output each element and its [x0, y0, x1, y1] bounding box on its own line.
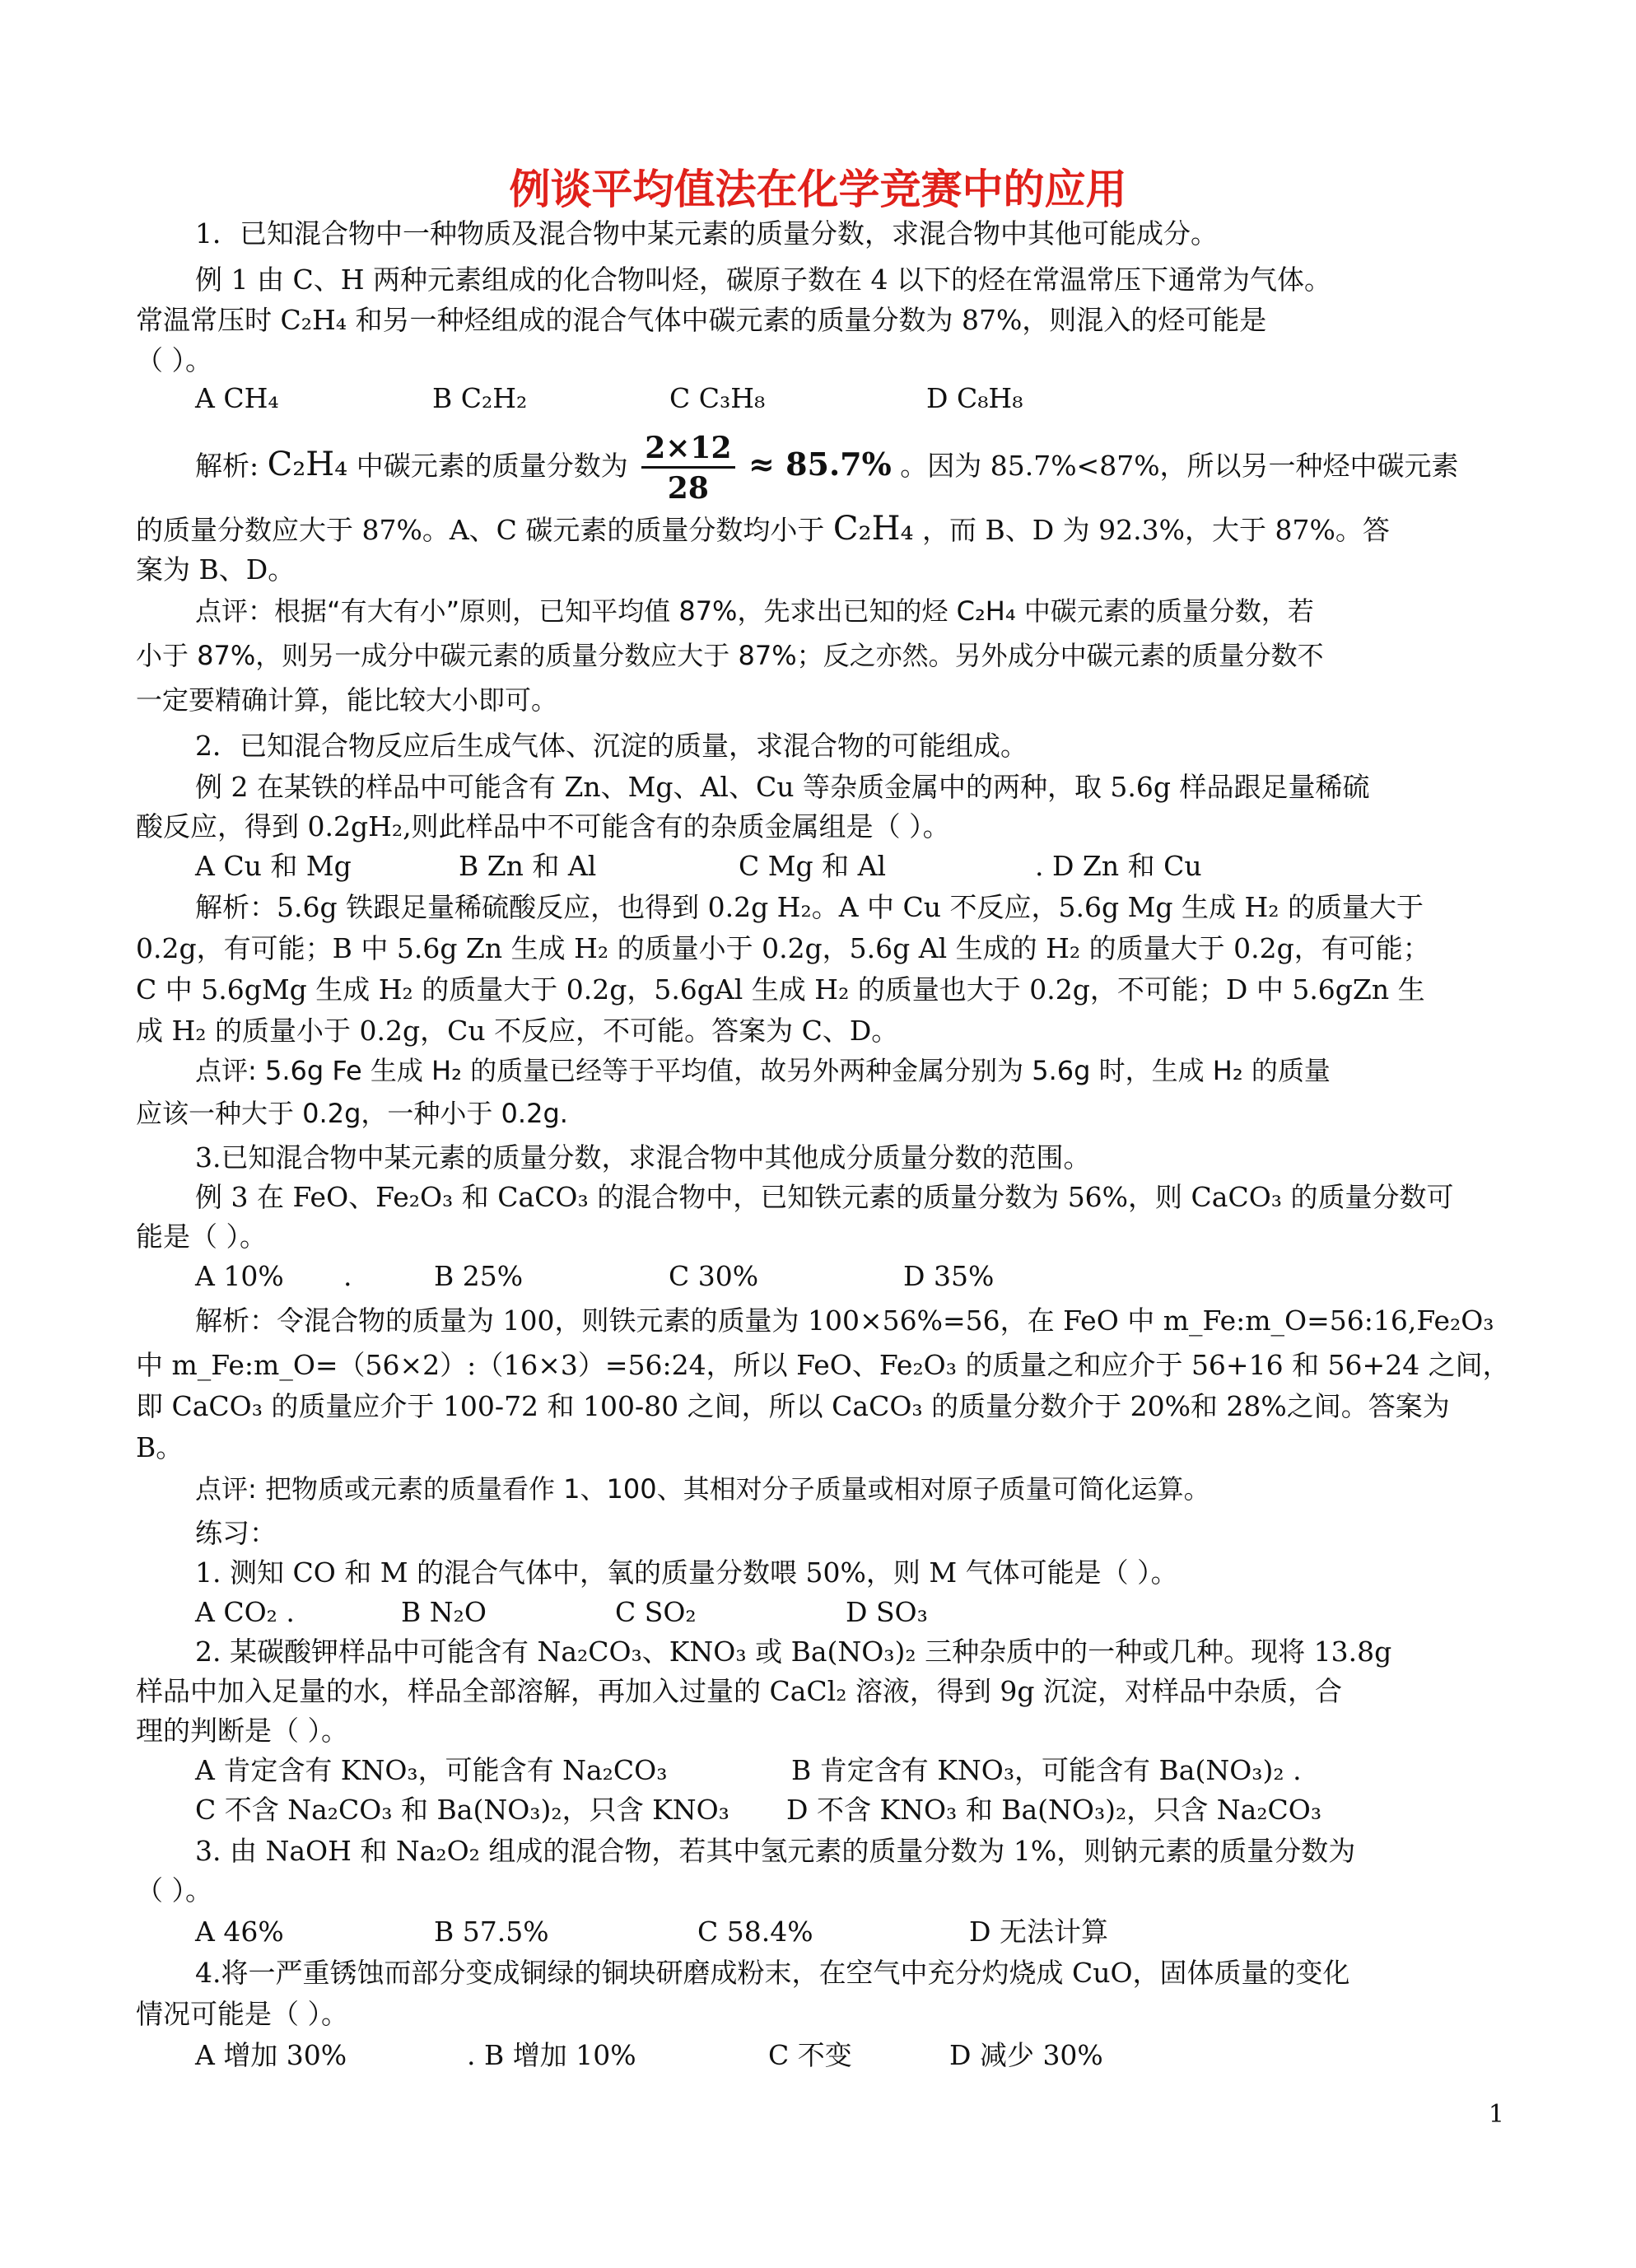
example-2-options [195, 848, 1562, 884]
question-3-line-2: （ ）。 [136, 1874, 212, 1906]
example-3-options [195, 1258, 1562, 1295]
question-4-line-2: 情况可能是（ ）。 [136, 1998, 348, 2030]
comment-2-line-2: 应该一种大于 0.2g，一种小于 0.2g. [136, 1098, 568, 1129]
option-a: A 10% [195, 1260, 284, 1292]
section-2-heading: 2．已知混合物反应后生成气体、沉淀的质量，求混合物的可能组成。 [195, 730, 1028, 762]
option-a: A 增加 30% [195, 2039, 347, 2071]
analysis-2-line-3: C 中 5.6gMg 生成 H₂ 的质量大于 0.2g，5.6gAl 生成 H₂ 的质量也大于 0.2g，不可能；D 中 5.6gZn 生 [136, 973, 1425, 1006]
question-2-line-1: 2. 某碳酸钾样品中可能含有 Na₂CO₃、KNO₃ 或 Ba(NO₃)₂ 三种杂质中的一种或几种。现将 13.8g [195, 1636, 1392, 1668]
mass-fraction [641, 432, 734, 505]
comment-3: 点评: 把物质或元素的质量看作 1、100、其相对分子质量或相对原子质量可简化运算。 [195, 1473, 1210, 1505]
analysis-text: 的质量分数应大于 87%。A、C 碳元素的质量分数均小于 [136, 514, 825, 546]
question-2-line-2: 样品中加入足量的水，样品全部溶解，再加入过量的 CaCl₂ 溶液，得到 9g 沉淀，对样品中杂质，合 [136, 1675, 1343, 1707]
example-1-line-2: 常温常压时 C₂H₄ 和另一种烃组成的混合气体中碳元素的质量分数为 87%，则混入的烃可能是 [136, 304, 1267, 336]
example-1-line-1: 例 1 由 C、H 两种元素组成的化合物叫烃，碳原子数在 4 以下的烃在常温常压下通常为气体。 [195, 264, 1331, 296]
question-2-options-row-2 [195, 1792, 1562, 1828]
analysis-1-line-3: 案为 B、D。 [136, 553, 296, 586]
analysis-3-line-4: B。 [136, 1431, 184, 1463]
option-a: A 46% [195, 1916, 284, 1948]
example-1-options [195, 380, 1562, 417]
analysis-text-suffix: 。因为 85.7%<87%，所以另一种烃中碳元素 [900, 450, 1459, 482]
option-c: C SO₂ [615, 1596, 697, 1628]
option-d: D C₈H₈ [926, 382, 1023, 414]
analysis-2-line-4: 成 H₂ 的质量小于 0.2g，Cu 不反应，不可能。答案为 C、D。 [136, 1015, 899, 1047]
question-1-options [195, 1594, 1562, 1631]
question-2-options-row-1 [195, 1752, 1562, 1789]
stray-dot: . [343, 1260, 352, 1292]
option-b: B 57.5% [434, 1916, 549, 1948]
option-d: D 不含 KNO₃ 和 Ba(NO₃)₂，只含 Na₂CO₃ [786, 1794, 1322, 1826]
formula-c2h4: C₂H₄ [267, 446, 348, 483]
example-3-line-1: 例 3 在 FeO、Fe₂O₃ 和 CaCO₃ 的混合物中，已知铁元素的质量分数为 56%，则 CaCO₃ 的质量分数可 [195, 1181, 1454, 1213]
option-c: C Mg 和 Al [739, 850, 887, 882]
option-c: C 不含 Na₂CO₃ 和 Ba(NO₃)₂，只含 KNO₃ [195, 1794, 729, 1826]
fraction-denominator: 28 [667, 470, 709, 506]
option-c: C C₃H₈ [669, 382, 766, 414]
option-d: D SO₃ [846, 1596, 928, 1628]
option-b: B N₂O [401, 1596, 487, 1628]
page-number: 1 [1488, 2100, 1504, 2129]
section-3-heading: 3.已知混合物中某元素的质量分数，求混合物中其他成分质量分数的范围。 [195, 1141, 1091, 1174]
analysis-2-line-2: 0.2g，有可能；B 中 5.6g Zn 生成 H₂ 的质量小于 0.2g，5.6g Al 生成的 H₂ 的质量大于 0.2g，有可能； [136, 932, 1430, 964]
comment-2-line-1: 点评: 5.6g Fe 生成 H₂ 的质量已经等于平均值，故另外两种金属分别为 5.6g 时，生成 H₂ 的质量 [195, 1055, 1331, 1086]
option-a: A 肯定含有 KNO₃，可能含有 Na₂CO₃ [195, 1754, 668, 1786]
analysis-2-line-1: 解析：5.6g 铁跟足量稀硫酸反应，也得到 0.2g H₂。A 中 Cu 不反应，5.6g Mg 生成 H₂ 的质量大于 [195, 891, 1424, 923]
option-c: C 不变 [768, 2039, 852, 2071]
page-title: 例谈平均值法在化学竞赛中的应用 [509, 166, 1127, 213]
analysis-1-line-2 [136, 511, 1503, 548]
approx-value: ≈ 85.7% [748, 446, 892, 483]
example-3-line-2: 能是（ ）。 [136, 1220, 267, 1253]
option-c: C 30% [669, 1260, 759, 1292]
option-d: D 无法计算 [969, 1916, 1108, 1948]
analysis-3-line-1: 解析：令混合物的质量为 100，则铁元素的质量为 100×56%=56，在 FeO 中 m_Fe:m_O=56:16,Fe₂O₃ [195, 1304, 1494, 1337]
section-1-heading: 1．已知混合物中一种物质及混合物中某元素的质量分数，求混合物中其他可能成分。 [195, 217, 1218, 250]
question-4-line-1: 4.将一严重锈蚀而部分变成铜绿的铜块研磨成粉末，在空气中充分灼烧成 CuO，固体质量的变化 [195, 1957, 1350, 1989]
question-4-options [195, 2037, 1562, 2074]
option-a: A Cu 和 Mg [195, 850, 352, 882]
analysis-3-line-3: 即 CaCO₃ 的质量应介于 100-72 和 100-80 之间，所以 CaCO₃ 的质量分数介于 20%和 28%之间。答案为 [136, 1390, 1450, 1422]
fraction-numerator: 2×12 [641, 432, 734, 469]
comment-1-line-3: 一定要精确计算，能比较大小即可。 [136, 684, 558, 716]
question-1-stem: 1. 测知 CO 和 M 的混合气体中，氧的质量分数喂 50%，则 M 气体可能是（ ）。 [195, 1556, 1178, 1589]
question-3-line-1: 3. 由 NaOH 和 Na₂O₂ 组成的混合物，若其中氢元素的质量分数为 1%，则钠元素的质量分数为 [195, 1835, 1356, 1867]
option-b: B 肯定含有 KNO₃，可能含有 Ba(NO₃)₂ . [791, 1754, 1302, 1786]
option-b: B Zn 和 Al [459, 850, 597, 882]
comment-1-line-2: 小于 87%，则另一成分中碳元素的质量分数应大于 87%；反之亦然。另外成分中碳元素的质量分数不 [136, 640, 1324, 671]
option-a: A CO₂ . [195, 1596, 295, 1628]
analysis-text: ，而 B、D 为 92.3%，大于 87%。答 [921, 514, 1390, 546]
analysis-label: 解析: [195, 450, 259, 482]
example-2-line-1: 例 2 在某铁的样品中可能含有 Zn、Mg、Al、Cu 等杂质金属中的两种，取 5.6g 样品跟足量稀硫 [195, 771, 1370, 803]
analysis-1-line-1 [195, 428, 1562, 511]
question-3-options [195, 1914, 1562, 1950]
option-d: D 减少 30% [949, 2039, 1103, 2071]
example-1-line-3: （ ）。 [136, 344, 212, 376]
question-2-line-3: 理的判断是（ ）。 [136, 1715, 348, 1747]
option-d: . D Zn 和 Cu [1035, 850, 1202, 882]
analysis-3-line-2: 中 m_Fe:m_O=（56×2）:（16×3）=56:24，所以 FeO、Fe₂O₃ 的质量之和应介于 56+16 和 56+24 之间， [136, 1349, 1510, 1381]
option-b: B C₂H₂ [432, 382, 528, 414]
example-2-line-2: 酸反应，得到 0.2gH₂,则此样品中不可能含有的杂质金属组是（ ）。 [136, 810, 950, 842]
option-b: . B 增加 10% [467, 2039, 636, 2071]
option-d: D 35% [903, 1260, 995, 1292]
option-a: A CH₄ [195, 382, 279, 414]
option-c: C 58.4% [697, 1916, 813, 1948]
formula-c2h4: C₂H₄ [832, 510, 914, 548]
analysis-text: 中碳元素的质量分数为 [356, 450, 628, 482]
practice-label: 练习： [195, 1517, 277, 1549]
comment-1-line-1: 点评：根据“有大有小”原则，已知平均值 87%，先求出已知的烃 C₂H₄ 中碳元素的质量分数，若 [195, 595, 1314, 627]
option-b: B 25% [434, 1260, 524, 1292]
